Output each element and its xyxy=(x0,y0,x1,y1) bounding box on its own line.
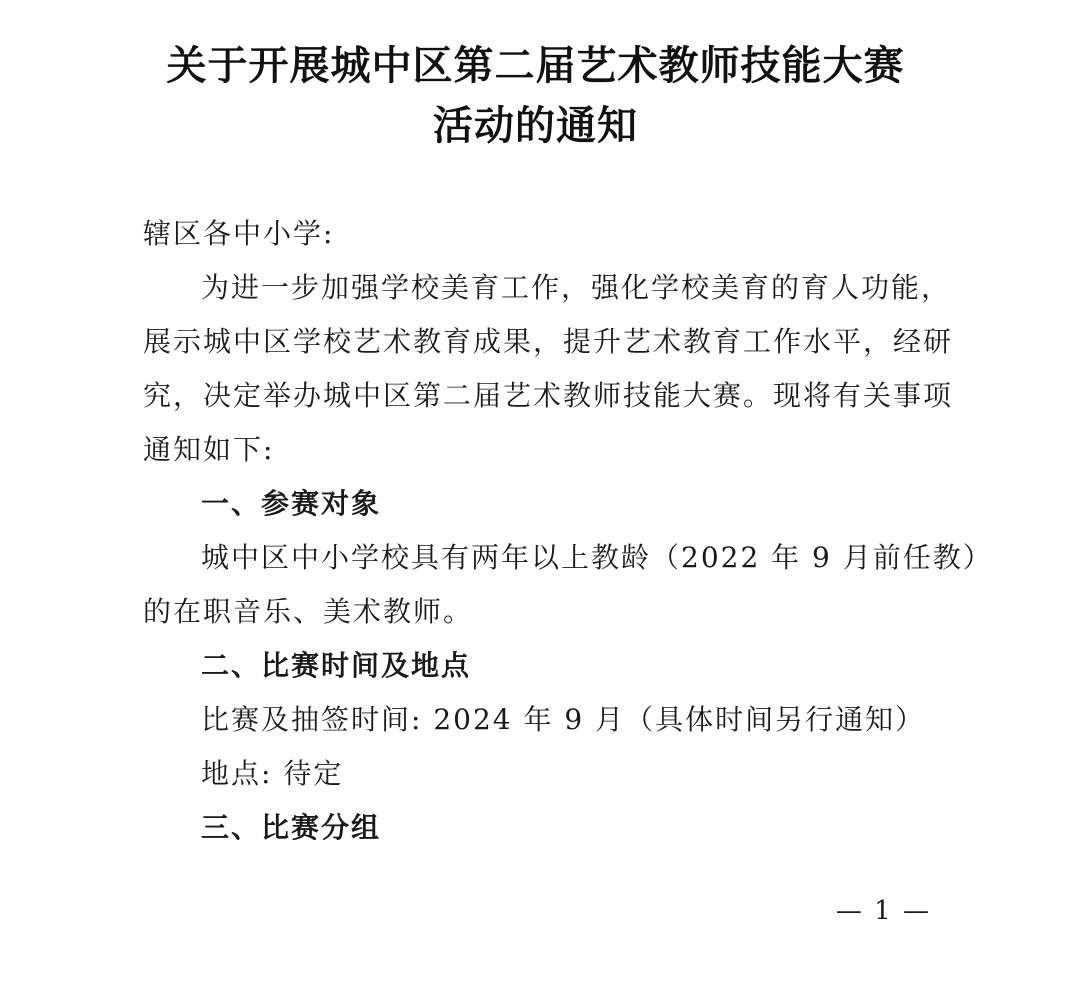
section-1-line-1: 城中区中小学校具有两年以上教龄（2022 年 9 月前任教） xyxy=(201,541,993,574)
section-2-time: 比赛及抽签时间: 2024 年 9 月（具体时间另行通知） xyxy=(201,703,926,736)
section-2-place: 地点: 待定 xyxy=(201,757,344,790)
section-1-heading: 一、参赛对象 xyxy=(201,487,382,520)
section-2-heading: 二、比赛时间及地点 xyxy=(201,649,472,682)
document-title-line-2: 活动的通知 xyxy=(433,103,638,149)
intro-paragraph-line-4: 通知如下: xyxy=(143,433,275,466)
salutation: 辖区各中小学: xyxy=(143,217,335,250)
intro-paragraph-line-1: 为进一步加强学校美育工作，强化学校美育的育人功能， xyxy=(201,271,952,304)
intro-paragraph-line-3: 究，决定举办城中区第二届艺术教师技能大赛。现将有关事项 xyxy=(143,379,954,412)
page-number: — 1 — xyxy=(835,896,931,926)
intro-paragraph-line-2: 展示城中区学校艺术教育成果，提升艺术教育工作水平，经研 xyxy=(143,325,954,358)
section-3-heading: 三、比赛分组 xyxy=(201,811,382,844)
document-title-line-1: 关于开展城中区第二届艺术教师技能大赛 xyxy=(166,43,905,89)
section-1-line-2: 的在职音乐、美术教师。 xyxy=(143,595,474,628)
